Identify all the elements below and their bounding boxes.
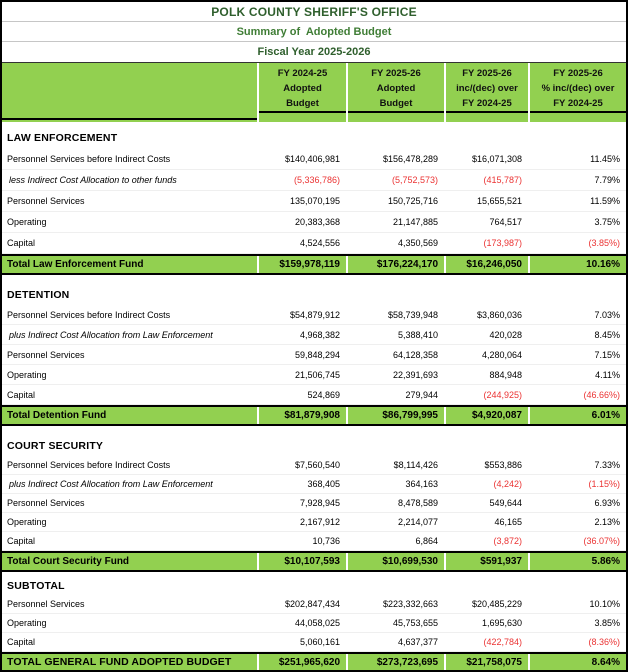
value-incdec: 884,948 <box>489 369 522 380</box>
value-fy2425: 44,058,025 <box>294 618 340 628</box>
table-row <box>2 325 626 345</box>
value-fy2425: 4,968,382 <box>299 329 340 340</box>
total-fy2425: $251,965,620 <box>278 656 340 668</box>
value-fy2526: 22,391,693 <box>392 369 438 380</box>
value-pct-incdec: 7.03% <box>594 309 620 320</box>
value-pct-incdec: 7.79% <box>594 175 620 185</box>
section-title-law-enforcement: LAW ENFORCEMENT <box>7 132 118 144</box>
row-label: Capital <box>7 536 36 546</box>
header-line: Adopted <box>376 82 416 94</box>
header-line: Budget <box>379 97 413 109</box>
table-row <box>2 170 626 191</box>
table-row <box>2 365 626 385</box>
table-row <box>2 475 626 494</box>
header-line: FY 2024-25 <box>553 97 603 109</box>
total-pct-incdec: 6.01% <box>591 410 620 421</box>
table-row <box>2 385 626 405</box>
row-label: plus Indirect Cost Allocation from Law Enforcement <box>9 329 213 340</box>
value-incdec: 764,517 <box>489 217 522 227</box>
total-label: Total Detention Fund <box>7 410 107 421</box>
table-row <box>2 456 626 475</box>
value-fy2526: $156,478,289 <box>382 154 438 164</box>
value-fy2526: $223,332,663 <box>382 599 438 609</box>
row-label: Personnel Services before Indirect Costs <box>7 154 171 164</box>
total-fy2425: $159,978,119 <box>279 259 340 270</box>
row-label: Personnel Services before Indirect Costs <box>7 460 171 470</box>
row-label: Capital <box>7 389 36 400</box>
document-subtitle: Summary of Adopted Budget <box>2 22 626 42</box>
header-line: FY 2024-25 <box>277 67 328 79</box>
value-incdec: 420,028 <box>489 329 522 340</box>
value-pct-incdec: 4.11% <box>595 369 620 380</box>
fiscal-year-label: Fiscal Year 2025-2026 <box>257 46 371 58</box>
total-pct-incdec: 8.64% <box>591 656 620 668</box>
column-header-incdec <box>444 63 528 122</box>
value-incdec: 1,695,630 <box>481 618 522 628</box>
row-label: Personnel Services <box>7 599 85 609</box>
total-incdec: $21,758,075 <box>466 656 522 668</box>
value-incdec: (4,242) <box>493 479 522 489</box>
value-pct-incdec: (46.66%) <box>583 389 620 400</box>
total-fy2526: $86,799,995 <box>382 410 438 421</box>
value-pct-incdec: 3.85% <box>594 618 620 628</box>
table-row <box>2 633 626 652</box>
value-fy2526: 4,350,569 <box>397 238 438 248</box>
row-label: Personnel Services <box>7 196 85 206</box>
total-incdec: $591,937 <box>480 556 522 567</box>
total-pct-incdec: 10.16% <box>586 259 620 270</box>
row-label: Personnel Services before Indirect Costs <box>7 309 171 320</box>
total-label: Total Court Security Fund <box>7 556 130 567</box>
value-incdec: (3,872) <box>493 536 522 546</box>
section-title-subtotal: SUBTOTAL <box>7 580 65 592</box>
total-label: Total Law Enforcement Fund <box>7 259 144 270</box>
value-pct-incdec: (36.07%) <box>583 536 620 546</box>
value-fy2425: 20,383,368 <box>294 217 340 227</box>
value-fy2526: 21,147,885 <box>392 217 438 227</box>
row-label: Capital <box>7 238 36 248</box>
row-label: less Indirect Cost Allocation to other funds <box>9 175 177 185</box>
value-pct-incdec: (8.36%) <box>588 637 620 647</box>
value-pct-incdec: 11.45% <box>590 154 620 164</box>
document-title: POLK COUNTY SHERIFF'S OFFICE <box>2 2 626 22</box>
value-incdec: $553,886 <box>484 460 522 470</box>
value-incdec: (244,925) <box>483 389 522 400</box>
table-row <box>2 345 626 365</box>
value-fy2425: (5,336,786) <box>293 175 340 185</box>
value-incdec: 15,655,521 <box>476 196 522 206</box>
table-row <box>2 595 626 614</box>
column-header-pct-incdec <box>528 63 626 122</box>
value-fy2425: $7,560,540 <box>294 460 340 470</box>
value-fy2526: 5,388,410 <box>397 329 438 340</box>
value-fy2425: 5,060,161 <box>299 637 340 647</box>
header-line: FY 2025-26 <box>553 67 603 79</box>
table-row <box>2 233 626 254</box>
value-fy2425: 2,167,912 <box>299 517 340 527</box>
value-fy2526: 364,163 <box>405 479 438 489</box>
table-row <box>2 191 626 212</box>
section-title-court-security: COURT SECURITY <box>7 439 104 452</box>
total-fy2425: $81,879,908 <box>284 410 340 421</box>
value-fy2425: 59,848,294 <box>294 349 340 360</box>
value-pct-incdec: 10.10% <box>589 599 620 609</box>
value-fy2425: 21,506,745 <box>294 369 340 380</box>
value-incdec: 4,280,064 <box>481 349 522 360</box>
column-header-fy2425-adopted <box>257 63 346 122</box>
value-fy2526: 150,725,716 <box>387 196 438 206</box>
column-header-row <box>2 62 626 122</box>
table-row <box>2 532 626 551</box>
total-fy2526: $10,699,530 <box>382 556 438 567</box>
value-incdec: (173,987) <box>483 238 522 248</box>
value-pct-incdec: 3.75% <box>594 217 620 227</box>
total-row-court-security <box>2 551 626 572</box>
header-line: FY 2025-26 <box>371 67 421 79</box>
header-line: FY 2025-26 <box>462 67 512 79</box>
value-incdec: $3,860,036 <box>476 309 522 320</box>
value-fy2425: $140,406,981 <box>284 154 340 164</box>
table-row <box>2 513 626 532</box>
value-fy2526: 45,753,655 <box>392 618 438 628</box>
value-fy2425: 368,405 <box>307 479 340 489</box>
value-fy2526: (5,752,573) <box>391 175 438 185</box>
total-row-detention <box>2 405 626 426</box>
total-fy2425: $10,107,593 <box>284 556 340 567</box>
header-line: inc/(dec) over <box>456 82 518 94</box>
value-pct-incdec: (1.15%) <box>588 479 620 489</box>
value-fy2526: 279,944 <box>405 389 438 400</box>
value-fy2526: $58,739,948 <box>387 309 438 320</box>
header-line: FY 2024-25 <box>462 97 512 109</box>
value-pct-incdec: 2.13% <box>594 517 620 527</box>
header-line: Adopted <box>283 82 322 94</box>
table-row <box>2 494 626 513</box>
total-pct-incdec: 5.86% <box>591 556 620 567</box>
value-pct-incdec: 8.45% <box>594 329 620 340</box>
total-row-law-enforcement <box>2 254 626 275</box>
value-incdec: (422,784) <box>483 637 522 647</box>
value-fy2526: $8,114,426 <box>393 460 438 470</box>
value-fy2425: $202,847,434 <box>284 599 340 609</box>
row-label: Personnel Services <box>7 498 85 508</box>
row-label: Operating <box>7 517 47 527</box>
table-row <box>2 212 626 233</box>
total-label: TOTAL GENERAL FUND ADOPTED BUDGET <box>7 656 232 668</box>
value-incdec: 46,165 <box>494 517 522 527</box>
total-incdec: $4,920,087 <box>471 410 522 421</box>
total-row-general-fund <box>2 652 626 672</box>
row-label: plus Indirect Cost Allocation from Law Enforcement <box>9 479 213 489</box>
value-fy2526: 2,214,077 <box>397 517 438 527</box>
row-label: Operating <box>7 369 47 380</box>
total-fy2526: $176,224,170 <box>376 259 438 270</box>
table-row <box>2 614 626 633</box>
value-fy2425: 10,736 <box>312 536 340 546</box>
value-fy2526: 8,478,589 <box>397 498 438 508</box>
value-fy2526: 6,864 <box>415 536 438 546</box>
value-incdec: 549,644 <box>489 498 522 508</box>
column-header-blank <box>2 63 257 122</box>
value-incdec: $20,485,229 <box>471 599 522 609</box>
value-incdec: (415,787) <box>483 175 522 185</box>
row-label: Operating <box>7 217 47 227</box>
value-fy2425: 7,928,945 <box>299 498 340 508</box>
table-row <box>2 305 626 325</box>
value-pct-incdec: 6.93% <box>594 498 620 508</box>
table-row <box>2 149 626 170</box>
section-title-detention: DETENTION <box>7 288 70 301</box>
row-label: Operating <box>7 618 47 628</box>
row-label: Capital <box>7 637 36 647</box>
total-fy2526: $273,723,695 <box>376 656 438 668</box>
value-fy2425: 135,070,195 <box>289 196 340 206</box>
value-pct-incdec: 7.33% <box>594 460 620 470</box>
value-pct-incdec: 11.59% <box>590 196 620 206</box>
header-line: Budget <box>286 97 319 109</box>
value-fy2425: 4,524,556 <box>299 238 340 248</box>
value-fy2425: 524,869 <box>307 389 340 400</box>
value-incdec: $16,071,308 <box>471 154 522 164</box>
value-fy2526: 4,637,377 <box>397 637 438 647</box>
column-header-fy2526-adopted <box>346 63 444 122</box>
value-pct-incdec: (3.85%) <box>588 238 620 248</box>
value-pct-incdec: 7.15% <box>594 349 620 360</box>
row-label: Personnel Services <box>7 349 85 360</box>
total-incdec: $16,246,050 <box>466 259 522 270</box>
value-fy2526: 64,128,358 <box>392 349 438 360</box>
value-fy2425: $54,879,912 <box>289 309 340 320</box>
header-line: % inc/(dec) over <box>541 82 615 94</box>
